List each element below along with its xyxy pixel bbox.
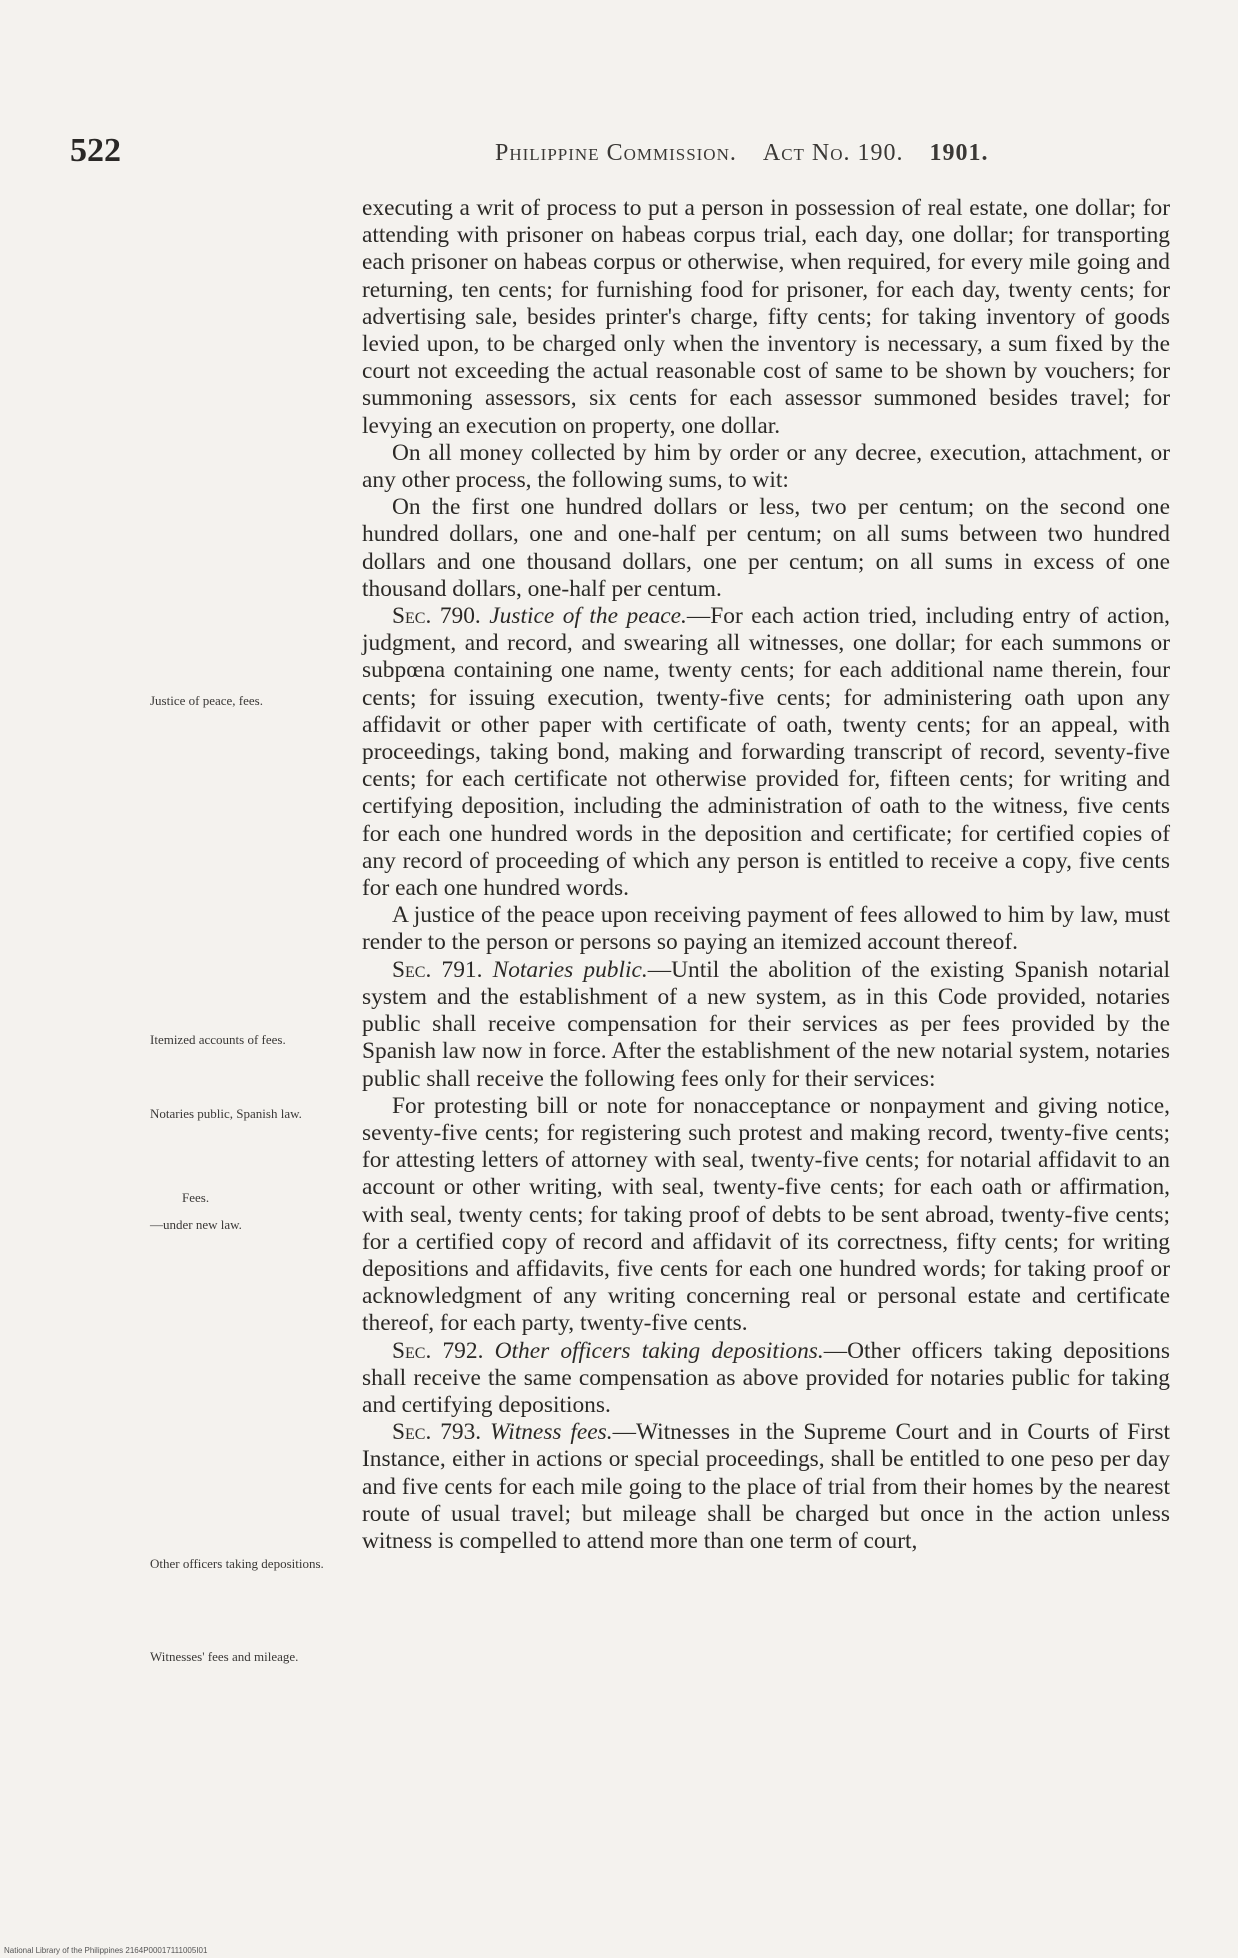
section-791-title: Notaries public. (492, 956, 648, 983)
margin-note-new-law: —under new law. (150, 1217, 242, 1232)
page-number: 522 (70, 132, 121, 169)
margin-note-justice-fees: Justice of peace, fees. (150, 693, 263, 708)
paragraph-notary-fees: For protesting bill or note for nonacceptance or nonpayment and giving notice, seventy-five cents; for registering such protest and making record, twenty-five cents; for attesting letters of attorney with seal, twenty-five cents; for notarial affidavit to an account or other writing, with seal, twenty-five cents; for each oath or affirmation, with seal, twenty cents; for taking proof of debts to be sent abroad, twenty-five cents; for a certified copy of record and affidavit of its correctness, fifty cents; for writing depositions and affidavits, five cents for each one hundred words; for taking proof or acknowledgment of any writing concerning real or personal estate and certificate thereof, for each party, twenty-five cents. (362, 1092, 1170, 1337)
paragraph-percentages: On the first one hundred dollars or less, two per centum; on the second one hundred dollars, one and one-half per centum; on all sums between two hundred dollars and one thousand dollars, one per centum; on all sums in excess of one thousand dollars, one-half per centum. (362, 494, 1170, 602)
margin-note-witnesses: Witnesses' fees and mileage. (150, 1649, 299, 1664)
section-790-label: Sec. 790. (392, 603, 481, 630)
publication-title: Philippine Commission. (495, 140, 737, 166)
margin-note-itemized-accounts: Itemized accounts of fees. (150, 1032, 286, 1047)
paragraph-itemized-account: A justice of the peace upon receiving payment of fees allowed to him by law, must render to the person or persons so paying an itemized account thereof. (362, 902, 1170, 956)
paragraph-money-collected: On all money collected by him by order or any decree, execution, attachment, or any other process, the following sums, to wit: (362, 439, 1170, 494)
paragraph-sheriff-fees-continued: executing a writ of process to put a person in possession of real estate, one dollar; for attending with prisoner on habeas corpus trial, each day, one dollar; for transporting each prisoner on habeas corpus or otherwise, when required, for every mile going and returning, ten cents; for furnishing food for prisoner, for each day, twenty cents; for advertising sale, besides printer's charge, fifty cents; for taking inventory of goods levied upon, to be charged only when the inventory is necessary, a sum fixed by the court not exceeding the actual reasonable cost of same to be shown by vouchers; for summoning assessors, six cents for each assessor summoned besides travel; for levying an execution on property, one dollar. (362, 195, 1170, 439)
section-790-text: —For each action tried, including entry of action, judgment, and record, and swearing all witnesses, one dollar; for each summons or subpœna containing one name, twenty cents; for each additional name therein, four cents; for issuing execution, twenty-five cents; for administering oath upon any affidavit or other paper with certificate of oath, twenty cents; for an appeal, with proceedings, taking bond, making and forwarding transcript of record, seventy-five cents; for each certificate not otherwise provided for, fifteen cents; for writing and certifying deposition, including the administration of oath to the witness, five cents for each one hundred words in the deposition and certificate; for certified copies of any record of proceeding of which any person is entitled to receive a copy, five cents for each one hundred words. (362, 603, 1170, 902)
margin-note-other-officers: Other officers taking depositions. (150, 1556, 324, 1571)
section-791-text: —Until the abolition of the existing Spanish notarial system and the establishment of a new system, as in this Code provided, notaries public shall receive compensation for their services as per fees provided by the Spanish law now in force. After the establishment of the new notarial system, notaries public shall receive the following fees only for their services: (362, 956, 1170, 1092)
section-790-title: Justice of the peace. (489, 603, 687, 630)
section-793 (362, 1419, 1170, 1555)
section-792-label: Sec. 792. (392, 1337, 484, 1364)
section-793-label: Sec. 793. (392, 1419, 482, 1446)
section-791 (362, 957, 1170, 1093)
section-793-text: —Witnesses in the Supreme Court and in Courts of First Instance, either in actions or special proceedings, shall be entitled to one peso per day and five cents for each mile going to the place of trial from their homes by the nearest route of usual travel; but mileage shall be charged but once in the action unless witness is compelled to attend more than one term of court, (362, 1419, 1170, 1554)
margin-note-notaries: Notaries public, Spanish law. (150, 1106, 302, 1121)
scan-credit: National Library of the Philippines 2164P00017111005I01 (4, 1946, 208, 1955)
section-793-title: Witness fees. (490, 1419, 613, 1446)
body-text (362, 195, 1170, 1555)
publication-year: 1901. (929, 140, 989, 166)
section-792-text: —Other officers taking depositions shall receive the same compensation as above provided for notaries public for taking and certifying depositions. (362, 1337, 1170, 1418)
section-792-title: Other officers taking depositions. (494, 1337, 824, 1364)
running-head (495, 140, 989, 167)
section-791-label: Sec. 791. (392, 956, 483, 983)
act-number: Act No. 190. (762, 140, 904, 166)
margin-note-fees: Fees. (182, 1190, 210, 1205)
section-790 (362, 603, 1170, 902)
section-792 (362, 1338, 1170, 1420)
